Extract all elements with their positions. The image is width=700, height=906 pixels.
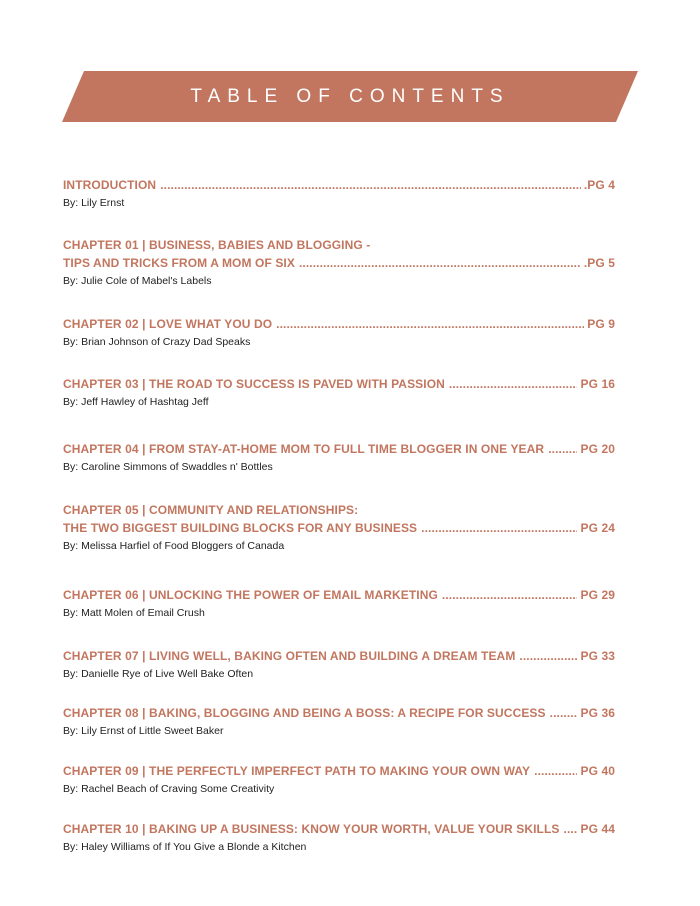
chapter-title: CHAPTER 10 | BAKING UP A BUSINESS: KNOW YOUR WORTH, VALUE YOUR SKILLS — [63, 822, 560, 836]
chapter-title: CHAPTER 06 | UNLOCKING THE POWER OF EMAIL MARKETING — [63, 588, 438, 602]
toc-entry-title-line — [63, 499, 615, 517]
toc-entry[interactable] — [63, 818, 615, 855]
toc-entry[interactable] — [63, 438, 615, 475]
author-byline: By: Lily Ernst — [63, 197, 125, 209]
dot-leader — [160, 178, 581, 192]
toc-entry-title-line — [63, 373, 615, 391]
title-banner — [62, 71, 638, 122]
chapter-title: INTRODUCTION — [63, 178, 157, 192]
chapter-title: CHAPTER 09 | THE PERFECTLY IMPERFECT PATH TO MAKING YOUR OWN WAY — [63, 764, 531, 778]
page-number: .PG 5 — [583, 256, 615, 270]
chapter-title: CHAPTER 05 | COMMUNITY AND RELATIONSHIPS: — [63, 503, 359, 517]
toc-entry[interactable] — [63, 584, 615, 621]
toc-entry[interactable] — [63, 313, 615, 350]
toc-entry-title-line — [63, 438, 615, 456]
author-byline: By: Melissa Harfiel of Food Bloggers of Canada — [63, 540, 285, 552]
dot-leader — [442, 588, 578, 602]
toc-entry[interactable] — [63, 234, 615, 289]
dot-leader — [449, 377, 578, 391]
page-number: PG 40 — [580, 764, 615, 778]
dot-leader — [534, 764, 577, 778]
chapter-title: CHAPTER 04 | FROM STAY-AT-HOME MOM TO FULL TIME BLOGGER IN ONE YEAR — [63, 442, 545, 456]
toc-entry-title-line — [63, 818, 615, 836]
toc-entry[interactable] — [63, 174, 615, 211]
toc-entry[interactable] — [63, 499, 615, 554]
page-number: PG 36 — [580, 706, 615, 720]
toc-entry-title-line — [63, 645, 615, 663]
author-byline: By: Jeff Hawley of Hashtag Jeff — [63, 396, 209, 408]
toc-entry[interactable] — [63, 645, 615, 682]
page-title: TABLE OF CONTENTS — [190, 86, 510, 107]
toc-entry-title-line — [63, 517, 615, 535]
dot-leader — [421, 521, 577, 535]
toc-entry[interactable] — [63, 760, 615, 797]
page-number: PG 16 — [580, 377, 615, 391]
page-number: PG 9 — [587, 317, 615, 331]
toc-entry-title-line — [63, 584, 615, 602]
author-byline: By: Lily Ernst of Little Sweet Baker — [63, 725, 224, 737]
toc-entry-title-line — [63, 252, 615, 270]
author-byline: By: Julie Cole of Mabel's Labels — [63, 275, 212, 287]
dot-leader — [550, 706, 578, 720]
author-byline: By: Haley Williams of If You Give a Blonde a Kitchen — [63, 841, 307, 853]
author-byline: By: Caroline Simmons of Swaddles n' Bottles — [63, 461, 273, 473]
page-number: PG 44 — [580, 822, 615, 836]
author-byline: By: Danielle Rye of Live Well Bake Often — [63, 668, 254, 680]
chapter-title: CHAPTER 01 | BUSINESS, BABIES AND BLOGGING - — [63, 238, 371, 252]
chapter-title: TIPS AND TRICKS FROM A MOM OF SIX — [63, 256, 295, 270]
dot-leader — [299, 256, 581, 270]
chapter-title: CHAPTER 08 | BAKING, BLOGGING AND BEING A BOSS: A RECIPE FOR SUCCESS — [63, 706, 546, 720]
page-number: PG 29 — [580, 588, 615, 602]
dot-leader — [564, 822, 578, 836]
chapter-title: CHAPTER 07 | LIVING WELL, BAKING OFTEN AND BUILDING A DREAM TEAM — [63, 649, 516, 663]
page-number: .PG 4 — [583, 178, 615, 192]
page-number: PG 33 — [580, 649, 615, 663]
dot-leader — [276, 317, 584, 331]
dot-leader — [519, 649, 577, 663]
dot-leader — [548, 442, 577, 456]
page-number: PG 24 — [580, 521, 615, 535]
toc-entry-title-line — [63, 174, 615, 192]
chapter-title: CHAPTER 03 | THE ROAD TO SUCCESS IS PAVED WITH PASSION — [63, 377, 445, 391]
toc-entry-title-line — [63, 760, 615, 778]
chapter-title: THE TWO BIGGEST BUILDING BLOCKS FOR ANY BUSINESS — [63, 521, 418, 535]
chapter-title: CHAPTER 02 | LOVE WHAT YOU DO — [63, 317, 273, 331]
toc-entry[interactable] — [63, 702, 615, 739]
author-byline: By: Matt Molen of Email Crush — [63, 607, 205, 619]
author-byline: By: Brian Johnson of Crazy Dad Speaks — [63, 336, 251, 348]
author-byline: By: Rachel Beach of Craving Some Creativity — [63, 783, 275, 795]
toc-entry-title-line — [63, 702, 615, 720]
page-number: PG 20 — [580, 442, 615, 456]
toc-entry-title-line — [63, 313, 615, 331]
toc-entry[interactable] — [63, 373, 615, 410]
toc-entry-title-line — [63, 234, 615, 252]
